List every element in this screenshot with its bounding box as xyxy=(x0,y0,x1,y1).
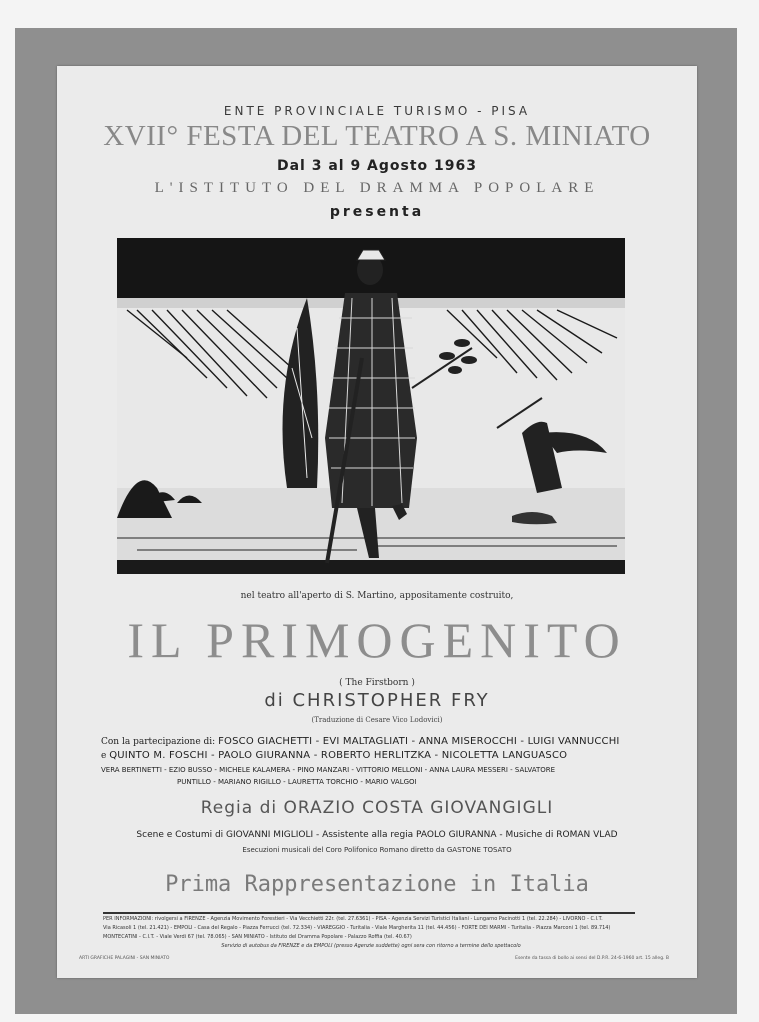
info-line-4: Servizio di autobus da FIRENZE e da EMPOLI (presso Agenzie suddette) ogni sera con ritorno a termine dello spettacolo xyxy=(221,943,521,949)
cast-names-1: FOSCO GIACHETTI - EVI MALTAGLIATI - ANNA MISEROCCHI - LUIGI VANNUCCHI xyxy=(218,736,620,747)
divider-rule xyxy=(103,912,635,914)
cast-intro: Con la partecipazione di: xyxy=(101,737,216,747)
play-title: IL PRIMOGENITO xyxy=(127,612,627,668)
poster xyxy=(57,66,697,978)
info-line-2: Via Ricasoli 1 (tel. 21.421) - EMPOLI - Casa del Regalo - Piazza Ferrucci (tel. 72.334) - VIAREGGIO - Turitalia - Viale Margherita 11 (tel. 44.456) - FORTE DEI MARMI - Turitalia - Piazza Marconi 1 (tel. 89.714) xyxy=(103,925,611,931)
play-subtitle: ( The Firstborn ) xyxy=(339,678,415,688)
tax-note: Esente da tassa di bollo ai sensi del D.P.R. 24-6-1960 art. 15 alleg. B xyxy=(515,956,669,961)
cast-row-3: VERA BERTINETTI - EZIO BUSSO - MICHELE KALAMERA - PINO MANZARI - VITTORIO MELLONI - ANNA LAURA MESSERI - SALVATORE xyxy=(101,766,556,774)
play-author: di CHRISTOPHER FRY xyxy=(264,690,490,711)
info-line-3: MONTECATINI - C.I.T. - Viale Verdi 67 (tel. 78.065) - SAN MINIATO - Istituto del Dramma Popolare - Palazzo Roffia (tel. 40.67) xyxy=(103,934,412,940)
info-line-1: PER INFORMAZIONI: rivolgersi a FIRENZE - Agenzia Movimento Forestieri - Via Vecchietti 22r. (tel. 27.6361) - PISA - Agenzia Servizi Turistici Italiani - Lungarno Pacinotti 1 (tel. 22.284) - LIVORNO - C.I.T. xyxy=(103,916,603,922)
printer-credit: ARTI GRAFICHE PALAGINI - SAN MINIATO xyxy=(79,956,170,961)
institute-name: L'ISTITUTO DEL DRAMMA POPOLARE xyxy=(154,180,600,196)
festival-dates: Dal 3 al 9 Agosto 1963 xyxy=(276,158,478,174)
music-line: Esecuzioni musicali del Coro Polifonico Romano diretto da GASTONE TOSATO xyxy=(242,846,512,854)
woodcut-illustration xyxy=(117,238,625,574)
translation-note: (Traduzione di Cesare Vico Lodovici) xyxy=(311,716,443,724)
credits-line: Scene e Costumi di GIOVANNI MIGLIOLI - Assistente alla regia PAOLO GIURANNA - Musiche di ROMAN VLAD xyxy=(136,830,618,840)
cast-names-2: QUINTO M. FOSCHI - PAOLO GIURANNA - ROBERTO HERLITZKA - NICOLETTA LANGUASCO xyxy=(109,750,568,761)
cast-prefix: e xyxy=(101,751,107,761)
cast-row-2 xyxy=(101,750,661,761)
organizer-line: ENTE PROVINCIALE TURISMO - PISA xyxy=(223,104,531,118)
cast-row-1 xyxy=(101,736,661,747)
cast-row-4: PUNTILLO - MARIANO RIGILLO - LAURETTA TORCHIO - MARIO VALGOI xyxy=(177,778,417,786)
director-line: Regia di ORAZIO COSTA GIOVANGIGLI xyxy=(200,798,554,818)
venue-caption: nel teatro all'aperto di S. Martino, appositamente costruito, xyxy=(240,591,514,601)
festival-title: XVII° FESTA DEL TEATRO A S. MINIATO xyxy=(103,120,651,152)
premiere-line: Prima Rappresentazione in Italia xyxy=(165,872,589,897)
presenta-label: presenta xyxy=(329,204,425,220)
